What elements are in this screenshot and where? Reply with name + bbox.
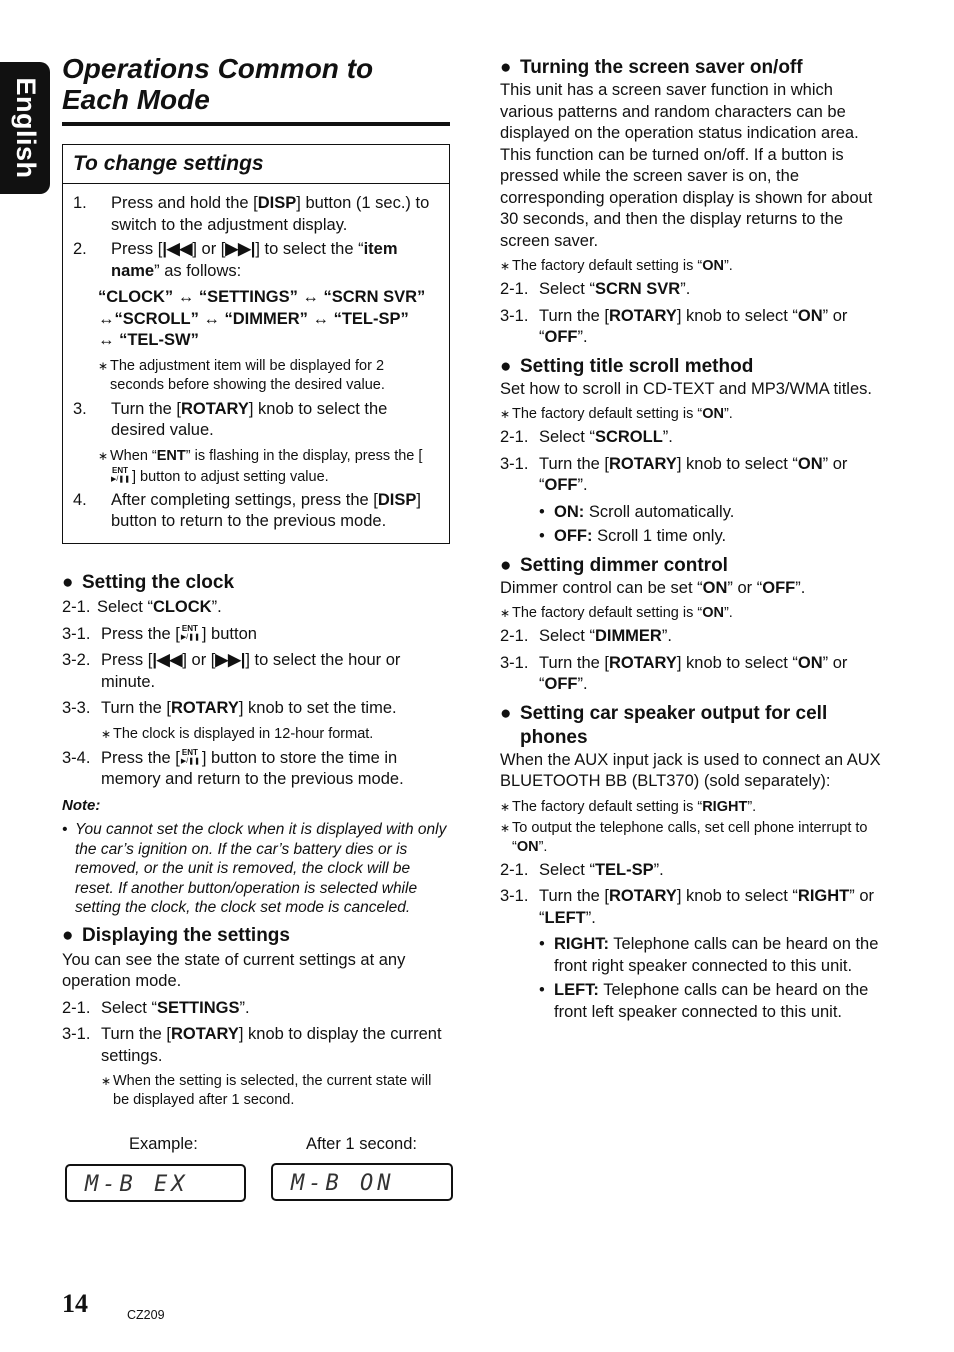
model-code: CZ209	[127, 1308, 165, 1322]
next-track-icon: ▶▶|	[225, 240, 256, 258]
speaker-option-left: • LEFT: Telephone calls can be heard on the front left speaker connected to this unit.	[539, 981, 869, 1021]
prev-track-icon: |◀◀	[152, 651, 183, 669]
clock-note: ∗ The clock is displayed in 12-hour format.	[101, 725, 374, 742]
after-label: After 1 second:	[306, 1135, 417, 1153]
display-step-2: 3-1. Turn the [ROTARY] knob to display the current settings.	[62, 1025, 442, 1065]
bullet-icon: ●	[500, 57, 512, 78]
dimmer-step-2: 3-1. Turn the [ROTARY] knob to select “ON” or “OFF”.	[500, 653, 848, 693]
right-column	[500, 56, 888, 1023]
note-adjustment: ∗ The adjustment item will be displayed for 2 seconds before showing the desired value.	[98, 357, 385, 393]
clock-step-1: 2-1. Select “CLOCK”.	[62, 598, 222, 616]
bullet-icon: ●	[500, 554, 512, 576]
speaker-note-1: ∗ The factory default setting is “RIGHT”.	[500, 798, 757, 815]
title-rule	[62, 122, 450, 126]
speaker-intro: When the AUX input jack is used to connect an AUX BLUETOOTH BB (BLT370) (sold separately):	[500, 750, 881, 790]
left-column	[62, 571, 450, 1110]
speaker-heading: ● Setting car speaker output for cell phones	[500, 702, 828, 748]
speaker-option-right: • RIGHT: Telephone calls can be heard on the front right speaker connected to this unit.	[539, 935, 879, 975]
next-track-icon: ▶▶|	[215, 651, 246, 669]
clock-warning: • You cannot set the clock when it is displayed with only the car’s ignition on. If the car’s battery dies or is removed, or the unit is removed, the clock will be reset. If another button/operation is selected while setting the clock, the clock set mode is canceled.	[62, 821, 447, 916]
box-heading: To change settings	[63, 145, 449, 184]
ent-play-pause-icon	[110, 466, 132, 486]
scroll-intro: Set how to scroll in CD-TEXT and MP3/WMA titles.	[500, 379, 872, 398]
language-tab-label: English	[10, 77, 41, 179]
scroll-option-on: • ON: Scroll automatically.	[539, 502, 735, 521]
scroll-step-1: 2-1. Select “SCROLL”.	[500, 428, 673, 446]
dimmer-step-1: 2-1. Select “DIMMER”.	[500, 627, 672, 645]
scroll-step-2: 3-1. Turn the [ROTARY] knob to select “ON” or “OFF”.	[500, 454, 848, 494]
note-ent: ∗ When “ENT” is flashing in the display, press the [ENT ▶/❚❚] button to adjust setting value.	[98, 447, 439, 487]
speaker-note-2: ∗ To output the telephone calls, set cell phone interrupt to “ON”.	[500, 819, 868, 855]
step-1: 1. Press and hold the [DISP] button (1 sec.) to switch to the adjustment display.	[73, 194, 430, 234]
lcd-example: M-B EX	[65, 1164, 246, 1202]
clock-step-3: 3-2. Press [|◀◀] or [▶▶|] to select the hour or minute.	[62, 651, 401, 691]
box-body	[63, 184, 449, 533]
step-3: 3. Turn the [ROTARY] knob to select the desired value.	[73, 399, 388, 439]
clock-heading: ● Setting the clock	[62, 572, 235, 593]
speaker-step-1: 2-1. Select “TEL-SP”.	[500, 860, 664, 879]
saver-intro: This unit has a screen saver function in which various patterns and random characters can be displayed on the operation status indication area. This function can be turned on/off. If a button is pressed while the screen saver is on, the corresponding operation display is shown for about 30 seconds, and then the display returns to the screen saver.	[500, 81, 873, 250]
scroll-option-off: • OFF: Scroll 1 time only.	[539, 527, 727, 545]
bullet-icon: ●	[500, 702, 512, 724]
item-sequence: “CLOCK” ↔ “SETTINGS” ↔ “SCRN SVR” ↔“SCROLL” ↔ “DIMMER” ↔ “TEL-SP” ↔ “TEL-SW”	[98, 288, 426, 349]
bullet-icon: ●	[500, 355, 512, 377]
scroll-note: ∗ The factory default setting is “ON”.	[500, 406, 733, 422]
clock-step-2: 3-1. Press the [ENT ▶/❚❚ ] button	[62, 624, 450, 646]
clock-step-4: 3-3. Turn the [ROTARY] knob to set the time.	[62, 699, 397, 717]
ent-play-pause-icon	[180, 624, 202, 644]
speaker-step-2: 3-1. Turn the [ROTARY] knob to select “RIGHT” or “LEFT”.	[500, 887, 875, 927]
saver-heading: ● Turning the screen saver on/off	[500, 57, 803, 78]
bullet-icon: ●	[62, 924, 74, 946]
example-label: Example:	[129, 1135, 198, 1153]
note-label: Note:	[62, 796, 101, 814]
clock-step-5: 3-4. Press the [ENT ▶/❚❚ ] button to store the time in memory and return to the previous mode.	[62, 748, 450, 791]
bullet-icon: ●	[62, 572, 74, 593]
step-2: 2. Press [|◀◀] or [▶▶|] to select the “item name” as follows:	[73, 240, 398, 280]
scroll-heading: ● Setting title scroll method	[500, 355, 754, 377]
display-heading: ● Displaying the settings	[62, 924, 290, 946]
language-tab	[0, 62, 50, 194]
dimmer-note: ∗ The factory default setting is “ON”.	[500, 605, 733, 621]
saver-step-2: 3-1. Turn the [ROTARY] knob to select “ON” or “OFF”.	[500, 306, 848, 346]
change-settings-box	[62, 144, 450, 544]
display-intro: You can see the state of current settings at any operation mode.	[62, 950, 406, 990]
dimmer-heading: ● Setting dimmer control	[500, 554, 728, 576]
ent-play-pause-icon	[180, 748, 202, 768]
saver-step-1: 2-1. Select “SCRN SVR”.	[500, 280, 691, 298]
step-4: 4. After completing settings, press the [DISP] button to return to the previous mode.	[73, 490, 421, 530]
prev-track-icon: |◀◀	[162, 240, 193, 258]
lcd-after: M-B ON	[271, 1163, 453, 1201]
page-title: Operations Common to Each Mode	[62, 53, 374, 115]
page-number: 14	[62, 1289, 88, 1318]
dimmer-intro: Dimmer control can be set “ON” or “OFF”.	[500, 578, 806, 597]
saver-note: ∗ The factory default setting is “ON”.	[500, 258, 733, 274]
display-step-1: 2-1. Select “SETTINGS”.	[62, 998, 250, 1017]
display-note: ∗ When the setting is selected, the current state will be displayed after 1 second.	[101, 1073, 432, 1108]
